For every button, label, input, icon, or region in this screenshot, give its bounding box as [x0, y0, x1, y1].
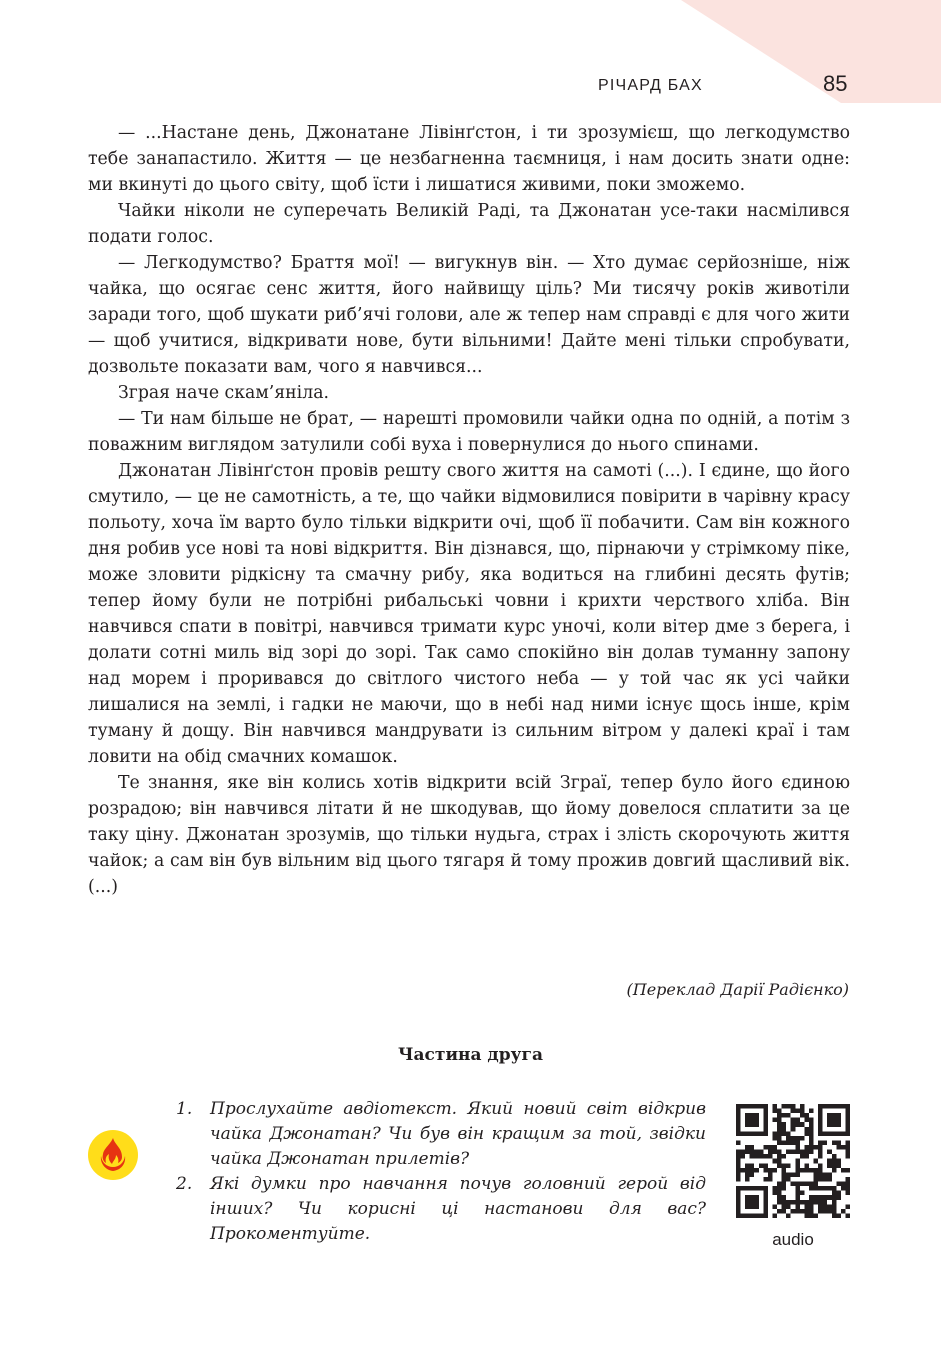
task-text: Які думки про навчання почув головний герой від інших? Чи корисні ці настанови для вас? Прокоментуйте. — [210, 1174, 706, 1244]
paragraph: Те знання, яке він колись хотів відкрити всій Зграї, тепер було його єдиною розрадою; він навчився літати й не шкодував, що йому довелося сплатити за це таку ціну. Джонатан зрозумів, що тільки нудьга, страх і злість скорочують життя чайок; а сам він був вільним від цього тягаря й тому прожив довгий щасливий вік. (...) — [88, 773, 850, 897]
paragraph: — Легкодумство? Браття мої! — вигукнув він. — Хто думає серйозніше, ніж чайка, що осягає сенс життя, його найвищу ціль? Ми тисячу років животіли заради того, щоб шукати риб’ячі голови, але ж тепер нам справді є для чого жити — щоб учитися, відкривати нове, бути вільними! Дайте мені тільки спробувати, дозвольте показати вам, чого я навчився... — [88, 253, 850, 377]
task-text: Прослухайте авдіотекст. Який новий світ відкрив чайка Джонатан? Чи був він кращим за той, звідки чайка Джонатан прилетів? — [210, 1099, 706, 1169]
running-header-author: РІЧАРД БАХ — [598, 77, 703, 94]
task-number: 2. — [176, 1174, 193, 1194]
section-title: Частина друга — [398, 1045, 543, 1065]
task-item — [176, 1097, 706, 1172]
task-number: 1. — [176, 1099, 193, 1119]
paragraph: — Ти нам більше не брат, — нарешті промовили чайки одна по одній, а потім з поважним виглядом затулили собі вуха і повернулися до нього спинами. — [88, 409, 850, 455]
qr-code-icon[interactable] — [736, 1104, 850, 1218]
corner-decoration — [681, 0, 941, 103]
task-list — [176, 1097, 706, 1247]
paragraph: — ...Настане день, Джонатане Лівінґстон, і ти зрозумієш, що легкодумство тебе занапастило. Життя — це незбагненна таємниця, і нам досить знати одне: ми вкинуті до цього світу, щоб їсти і лишатися живими, поки зможемо. — [88, 123, 850, 195]
paragraph: Чайки ніколи не суперечать Великій Раді, та Джонатан усе-таки насмілився подати голос. — [88, 201, 850, 247]
paragraph: Джонатан Лівінґстон провів решту свого життя на самоті (...). І єдине, що його смутило, — це не самотність, а те, що чайки відмовилися повірити в чарівну красу польоту, хоча їм варто було тільки відкрити очі, щоб її побачити. Сам він кожного дня робив усе нові та нові відкриття. Він дізнався, що, пірнаючи у стрімкому піке, може зловити рідкісну та смачну рибу, яка водиться на глибині десять футів; тепер йому були не потрібні рибальські човни і крихти черствого хліба. Він навчився спати в повітрі, навчився тримати курс уночі, коли вітер дме з берега, і долати сотні миль від зорі до зорі. Так само спокійно він долав туманну запону над морем і проривався до світлого чистого неба — у той час як усі чайки лишалися на землі, і гадки не маючи, що в небі над ними існує щось інше, крім туману й дощу. Він навчився мандрувати із сильним вітром у далекі краї і там ловити на обід смачних комашок. — [88, 461, 850, 767]
fire-icon — [88, 1130, 138, 1180]
qr-audio-label: audio — [772, 1230, 814, 1249]
translation-credit: (Переклад Дарії Радієнко) — [626, 980, 849, 999]
page-number: 85 — [823, 71, 848, 96]
task-item — [176, 1172, 706, 1247]
story-text — [88, 120, 850, 900]
paragraph: Зграя наче скам’яніла. — [118, 383, 329, 403]
